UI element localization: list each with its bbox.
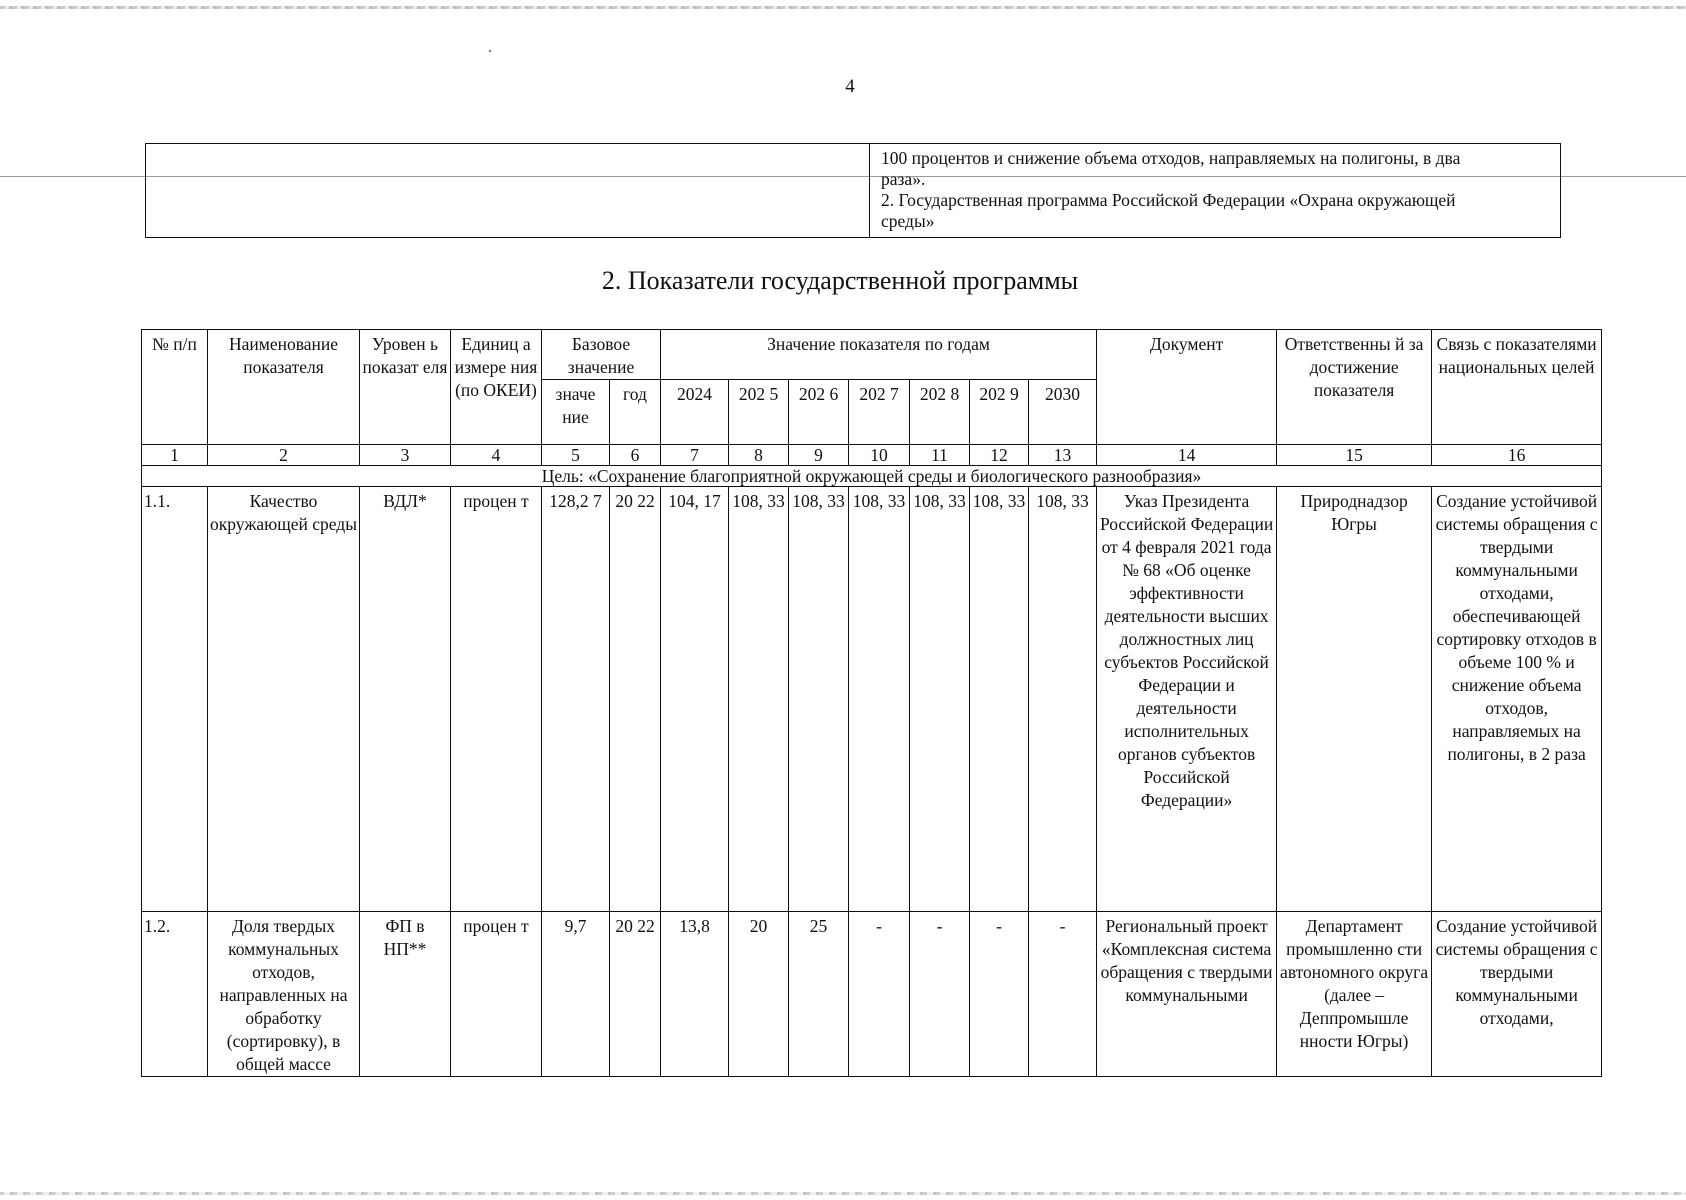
header-base: Базовое значение bbox=[542, 330, 661, 380]
header-row bbox=[142, 330, 1602, 380]
column-number: 10 bbox=[849, 445, 910, 466]
continuation-line: 2. Государственная программа Российской Федерации «Охрана окружающей bbox=[881, 190, 1456, 210]
header-unit: Единиц а измере ния (по ОКЕИ) bbox=[451, 330, 542, 445]
header-document: Документ bbox=[1097, 330, 1277, 445]
cell-year-value: 108, 33 bbox=[1029, 487, 1097, 912]
header-responsible: Ответственны й за достижение показателя bbox=[1277, 330, 1432, 445]
continuation-line: 100 процентов и снижение объема отходов, направляемых на полигоны, в два bbox=[881, 148, 1461, 168]
cell-link: Создание устойчивой системы обращения с твердыми коммунальными отходами, bbox=[1432, 912, 1602, 1077]
goal-row bbox=[142, 466, 1602, 487]
header-base-year: год bbox=[610, 380, 661, 445]
scan-edge-bottom bbox=[0, 1192, 1686, 1195]
cell-year-value: 104, 17 bbox=[661, 487, 729, 912]
header-num: № п/п bbox=[142, 330, 208, 445]
continuation-line: раза». bbox=[881, 169, 926, 189]
header-year: 202 6 bbox=[789, 380, 849, 445]
header-year: 202 8 bbox=[910, 380, 970, 445]
cell-document: Региональный проект «Комплексная система обращения с твердыми коммунальными bbox=[1097, 912, 1277, 1077]
cell-level: ВДЛ* bbox=[360, 487, 451, 912]
cell-base-value: 128,2 7 bbox=[542, 487, 610, 912]
cell-year-value: - bbox=[910, 912, 970, 1077]
header-level: Уровен ь показат еля bbox=[360, 330, 451, 445]
header-name: Наименование показателя bbox=[208, 330, 360, 445]
cell-unit: процен т bbox=[451, 487, 542, 912]
section-title: 2. Показатели государственной программы bbox=[601, 266, 1079, 295]
cell-year-value: 13,8 bbox=[661, 912, 729, 1077]
continuation-table bbox=[145, 143, 1561, 238]
column-number: 8 bbox=[729, 445, 789, 466]
column-number-row bbox=[142, 445, 1602, 466]
table-row bbox=[142, 912, 1602, 1077]
cell-name: Доля твердых коммунальных отходов, направленных на обработку (сортировку), в общей массе bbox=[208, 912, 360, 1077]
column-number: 5 bbox=[542, 445, 610, 466]
header-years-group: Значение показателя по годам bbox=[661, 330, 1097, 380]
column-number: 6 bbox=[610, 445, 661, 466]
header-link: Связь с показателями национальных целей bbox=[1432, 330, 1602, 445]
column-number: 16 bbox=[1432, 445, 1602, 466]
cell-year-value: 108, 33 bbox=[849, 487, 910, 912]
header-year: 202 9 bbox=[970, 380, 1029, 445]
column-number: 1 bbox=[142, 445, 208, 466]
cell-year-value: - bbox=[849, 912, 910, 1077]
cell-link: Создание устойчивой системы обращения с твердыми коммунальными отходами, обеспечивающей сортировку отходов в объеме 100 % и снижение объема отходов, направляемых на полигоны, в 2 раза bbox=[1432, 487, 1602, 912]
column-number: 7 bbox=[661, 445, 729, 466]
header-year: 202 5 bbox=[729, 380, 789, 445]
scan-edge-top bbox=[0, 6, 1686, 9]
cell-name: Качество окружающей среды bbox=[208, 487, 360, 912]
cell-level: ФП в НП** bbox=[360, 912, 451, 1077]
continuation-text bbox=[881, 148, 1553, 232]
cell-num: 1.2. bbox=[142, 912, 208, 1077]
cell-base-value: 9,7 bbox=[542, 912, 610, 1077]
cell-unit: процен т bbox=[451, 912, 542, 1077]
column-number: 2 bbox=[208, 445, 360, 466]
column-number: 15 bbox=[1277, 445, 1432, 466]
cell-year-value: 108, 33 bbox=[729, 487, 789, 912]
column-number: 3 bbox=[360, 445, 451, 466]
column-number: 9 bbox=[789, 445, 849, 466]
page-number: 4 bbox=[845, 76, 855, 97]
continuation-divider bbox=[869, 144, 870, 237]
cell-year-value: 20 bbox=[729, 912, 789, 1077]
column-number: 14 bbox=[1097, 445, 1277, 466]
cell-year-value: 108, 33 bbox=[789, 487, 849, 912]
column-number: 12 bbox=[970, 445, 1029, 466]
cell-year-value: 25 bbox=[789, 912, 849, 1077]
column-number: 11 bbox=[910, 445, 970, 466]
cell-responsible: Природнадзор Югры bbox=[1277, 487, 1432, 912]
scan-speck bbox=[489, 50, 491, 52]
goal-cell: Цель: «Сохранение благоприятной окружающей среды и биологического разнообразия» bbox=[142, 466, 1602, 487]
cell-year-value: - bbox=[970, 912, 1029, 1077]
column-number: 4 bbox=[451, 445, 542, 466]
cell-base-year: 20 22 bbox=[610, 487, 661, 912]
continuation-line: среды» bbox=[881, 211, 935, 231]
cell-document: Указ Президента Российской Федерации от 4 февраля 2021 года № 68 «Об оценке эффективности деятельности высших должностных лиц субъектов Российской Федерации и деятельности исполнительных органов субъектов Российской Федерации» bbox=[1097, 487, 1277, 912]
indicators-table bbox=[141, 329, 1602, 1077]
cell-base-year: 20 22 bbox=[610, 912, 661, 1077]
header-year: 2030 bbox=[1029, 380, 1097, 445]
header-year: 2024 bbox=[661, 380, 729, 445]
cell-num: 1.1. bbox=[142, 487, 208, 912]
cell-year-value: - bbox=[1029, 912, 1097, 1077]
header-year: 202 7 bbox=[849, 380, 910, 445]
cell-year-value: 108, 33 bbox=[970, 487, 1029, 912]
header-base-value: значе ние bbox=[542, 380, 610, 445]
cell-responsible: Департамент промышленно сти автономного округа (далее – Деппромышле нности Югры) bbox=[1277, 912, 1432, 1077]
table-row bbox=[142, 487, 1602, 912]
column-number: 13 bbox=[1029, 445, 1097, 466]
cell-year-value: 108, 33 bbox=[910, 487, 970, 912]
